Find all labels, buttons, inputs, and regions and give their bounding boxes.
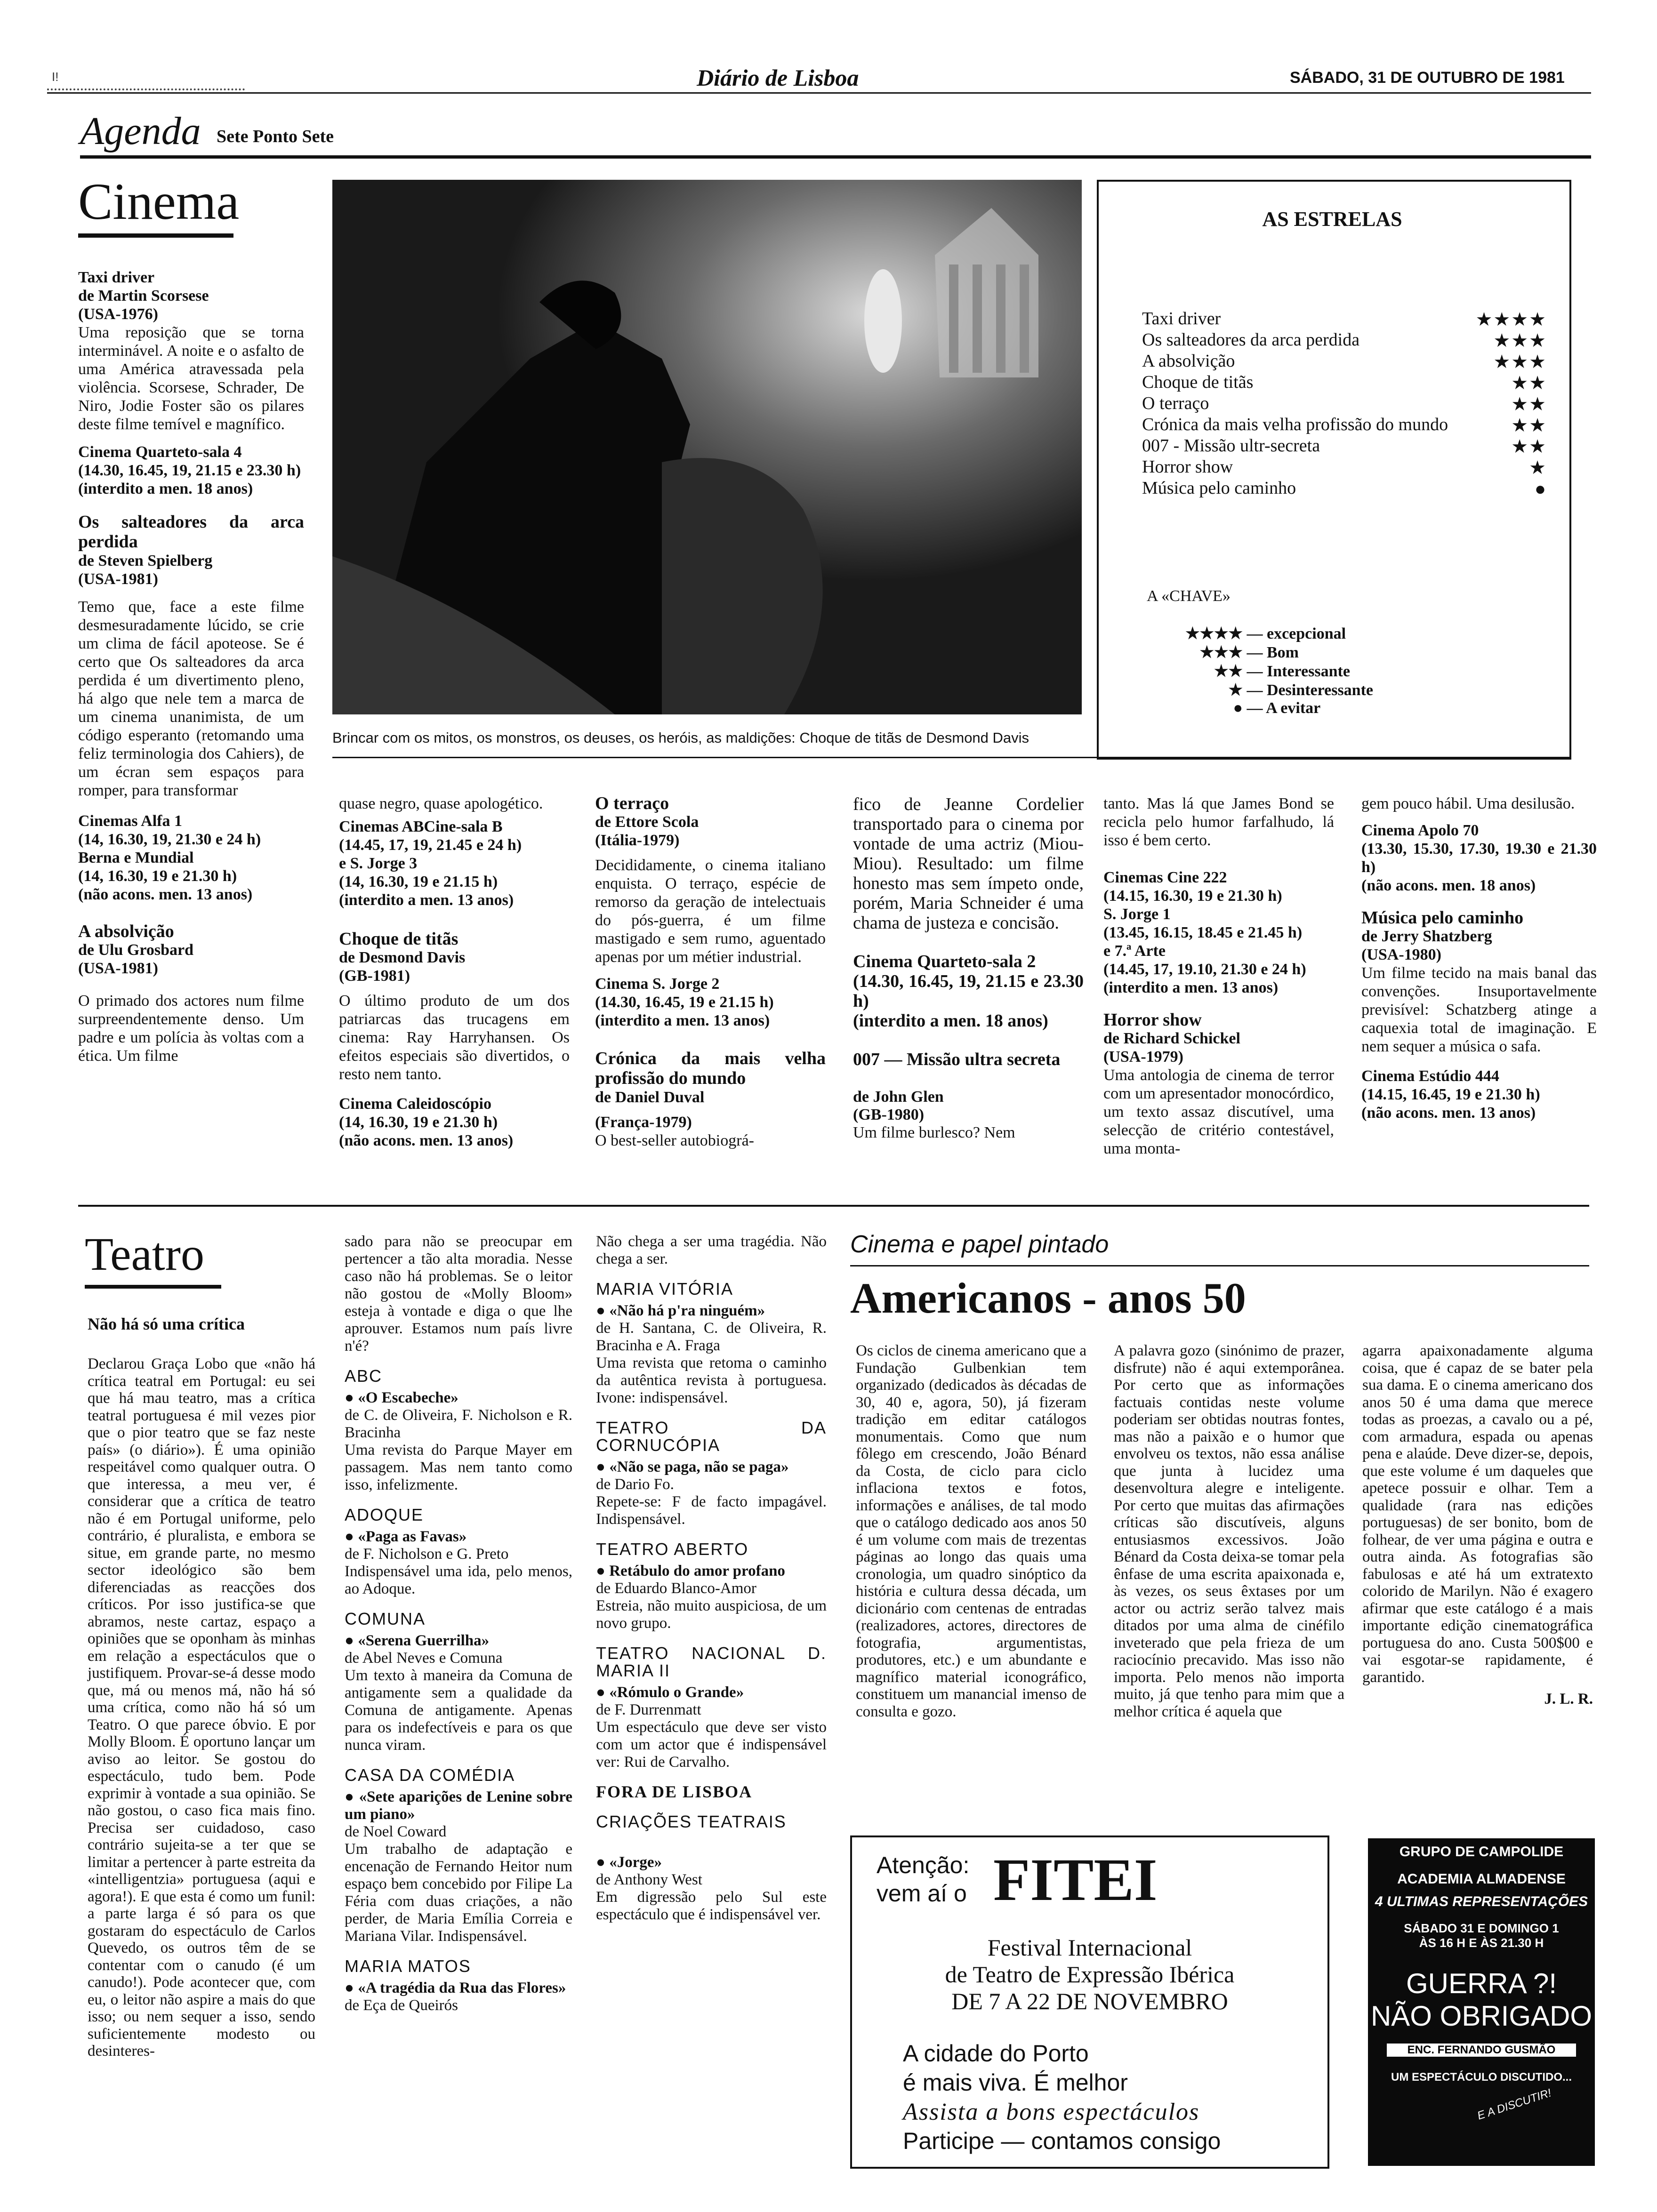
theatre-name: TEATRO DA CORNUCÓPIA	[596, 1418, 827, 1455]
theatre-name: CASA DA COMÉDIA	[345, 1765, 515, 1785]
agenda-rule	[80, 155, 1591, 159]
teatro-column-2	[345, 1233, 572, 2014]
stars-film: Choque de titãs	[1142, 372, 1254, 392]
stars-title: AS ESTRELAS	[1262, 208, 1402, 231]
play-title: ● «Não há p'ra ninguém»	[596, 1302, 827, 1320]
film-director: de John Glen	[853, 1088, 944, 1106]
photo-scene	[332, 180, 1082, 714]
play-review: Uma revista do Parque Mayer em passagem. Mas nem tanto como isso, infelizmente.	[345, 1442, 572, 1493]
age-rating: (interdito a men. 13 anos)	[339, 891, 514, 909]
play-title: ● «Sete aparições de Lenine sobre um piano»	[345, 1788, 572, 1823]
agenda-subtitle: Sete Ponto Sete	[217, 127, 334, 146]
venue: e S. Jorge 3	[339, 855, 418, 872]
venue: Berna e Mundial	[78, 849, 194, 866]
venue-times: (13.45, 16.15, 18.45 e 21.45 h)	[1103, 924, 1303, 941]
photo-caption: Brincar com os mitos, os monstros, os deuses, os heróis, as maldições: Choque de titãs de Desmond Davis	[332, 729, 1030, 746]
age-rating: (não acons. men. 13 anos)	[339, 1132, 514, 1149]
film-review: O best-seller autobiográ-	[595, 1132, 754, 1149]
page-marker: I!	[52, 70, 59, 84]
fitei-vem: vem aí o	[877, 1880, 967, 1907]
play-title: ● «A tragédia da Rua das Flores»	[345, 1980, 572, 1997]
fitei-name: FITEI	[993, 1846, 1158, 1913]
campolide-academia: ACADEMIA ALMADENSE	[1397, 1871, 1566, 1887]
campolide-dias: SÁBADO 31 E DOMINGO 1	[1404, 1921, 1559, 1935]
fitei-line1: Festival Internacional	[987, 1934, 1192, 1961]
play-cast: de Abel Neves e Comuna	[345, 1650, 503, 1667]
stars-film: Música pelo caminho	[1142, 478, 1296, 498]
film-title: Horror show	[1103, 1010, 1202, 1030]
key-symbol: ★★	[1214, 663, 1243, 680]
teatro-column-3	[596, 1233, 827, 1923]
film-origin: (GB-1981)	[339, 967, 410, 985]
film-title: Os salteadores da arca perdida	[78, 512, 304, 552]
article-kicker-rule	[850, 1265, 1589, 1266]
venue-times: (14.15, 16.45, 19 e 21.30 h)	[1361, 1086, 1540, 1103]
age-rating: (interdito a men. 18 anos)	[853, 1011, 1048, 1031]
teatro-editorial-text: sado para não se preocupar em pertencer a tão alta moradia. Nesse caso não há problemas. Se o leitor não gostou de «Molly Bloom» esteja à vontade e diga o que lhe aprouver. Estamos num país livre n'é?	[345, 1233, 572, 1354]
play-cast: de Anthony West	[596, 1871, 702, 1888]
film-director: de Daniel Duval	[595, 1089, 705, 1106]
stars-row	[1142, 435, 1547, 457]
age-rating: (interdito a men. 18 anos)	[78, 480, 253, 497]
film-director: de Jerry Shatzberg	[1361, 928, 1492, 945]
play-title: ● «O Escabeche»	[345, 1389, 572, 1407]
age-rating: (interdito a men. 13 anos)	[595, 1012, 770, 1029]
venue: Cinemas ABCine-sala B	[339, 818, 503, 835]
stars-key	[1149, 624, 1450, 718]
film-origin: (USA-1979)	[1103, 1048, 1183, 1066]
play-cast: de Dario Fo.	[596, 1476, 674, 1493]
stars-row	[1142, 308, 1547, 329]
key-row	[1149, 624, 1450, 643]
play-review: Indispensável uma ida, pelo menos, ao Adoque.	[345, 1563, 572, 1597]
campolide-play-line1: GUERRA ?!	[1406, 1968, 1557, 1999]
key-label: — Bom	[1247, 644, 1299, 661]
article-column-1	[856, 1342, 1086, 1725]
stars-film: Taxi driver	[1142, 309, 1221, 329]
key-label: — excepcional	[1247, 625, 1346, 642]
age-rating: (interdito a men. 13 anos)	[1103, 979, 1279, 996]
venue-times: (13.30, 15.30, 17.30, 19.30 e 21.30 h)	[1361, 840, 1597, 876]
theatre-name: ABC	[345, 1366, 383, 1386]
dotted-rule	[47, 88, 245, 90]
fitei-line5: é mais viva. É melhor	[903, 2069, 1128, 2096]
campolide-ultimas: 4 ULTIMAS REPRESENTAÇÕES	[1375, 1894, 1588, 1909]
fitei-line4: A cidade do Porto	[903, 2040, 1089, 2067]
play-review: Repete-se: F de facto impagável. Indispensável.	[596, 1493, 827, 1528]
film-review: O primado dos actores num filme surpreendentemente denso. Um padre e um polícia às voltas com a ética. Um filme	[78, 992, 304, 1065]
venue: S. Jorge 1	[1103, 906, 1171, 923]
stars-rating: ★★	[1511, 415, 1547, 436]
stars-rating: ★★★★	[1475, 309, 1547, 330]
film-review: Um filme tecido na mais banal das convenções. Insuportavelmente previsível: Schatzberg atinge a caquexia total de imaginação. E nem sequer a música o safa.	[1361, 964, 1597, 1055]
stars-list	[1142, 308, 1547, 499]
age-rating: (não acons. men. 13 anos)	[78, 886, 253, 903]
venue-times: (14, 16.30, 19 e 21.15 h)	[339, 873, 498, 890]
venue: Cinema Caleidoscópio	[339, 1095, 491, 1113]
play-cast: de F. Durrenmatt	[596, 1701, 701, 1718]
stars-film: Os salteadores da arca perdida	[1142, 330, 1360, 350]
play-title: ● «Jorge»	[596, 1854, 827, 1871]
key-row	[1149, 643, 1450, 662]
teatro-editorial-text: Declarou Graça Lobo que «não há crítica teatral em Portugal: eu sei que há mau teatro, mas a crítica teatral portuguesa é mil vezes pior que o pior teatro que se faz neste país» (o diário»). É uma opinião respeitável como qualquer outra. O que interessa, a meu ver, é considerar que a crítica de teatro não é em Portugal uniforme, pelo contrário, é pluralista, e embora se situe, em grande parte, no mesmo sector ideológico são bem diferenciadas as reacções dos críticos. Por isso justifica-se que abramos, neste cartaz, espaço a opiniões que se oponham às minhas em relação a espectáculos que o justifiquem. Provar-se-á desse modo que, má ou menos má, não há só uma crítica, como não há só um Teatro. O que parece óbvio. E por Molly Bloom. É oportuno lançar um aviso ao leitor. Se gostou do espectáculo, tudo bem. Pode exprimir à vontade a sua opinião. Se não gostou, o caso fica mais fino. Precisa ser cuidadoso, caso contrário sujeita-se a ter que se limitar a pertencer à parte estreita da «intelligentzia» portuguesa (aqui e agora!). E que esta é como um funil: a parte larga é só para os que gostaram do espectáculo de Carlos Quevedo, os outros têm de se contentar com o canudo (é um canudo!). Pode acontecer que, com eu, o leitor não aspire a mais do que isso; ou nem sequer a isso, sendo suficientemente modesto ou desinteres-	[88, 1355, 315, 2060]
film-director: de Richard Schickel	[1103, 1030, 1240, 1047]
play-cast: de H. Santana, C. de Oliveira, R. Bracinha e A. Fraga	[596, 1320, 827, 1354]
teatro-heading: Teatro	[85, 1228, 204, 1280]
stars-row	[1142, 478, 1547, 499]
cinema-column-2	[339, 794, 570, 1150]
film-director: de Ulu Grosbard	[78, 941, 193, 959]
film-director: de Steven Spielberg	[78, 552, 213, 569]
play-title: ● «Paga as Favas»	[345, 1528, 572, 1546]
fitei-line7: Participe — contamos consigo	[903, 2128, 1221, 2154]
stars-rating: ★★★	[1493, 351, 1547, 372]
venue-times: (14, 16.30, 19 e 21.30 h)	[78, 867, 237, 885]
campolide-discutir: E A DISCUTIR!	[1475, 2086, 1553, 2123]
stars-row	[1142, 329, 1547, 351]
fitei-attention: Atenção:	[877, 1852, 970, 1878]
theatre-name: TEATRO ABERTO	[596, 1539, 749, 1559]
play-title: ● «Não se paga, não se paga»	[596, 1459, 827, 1476]
film-director: de Martin Scorsese	[78, 287, 209, 305]
cinema-column-6	[1361, 794, 1597, 1122]
play-review: Um espectáculo que deve ser visto com um actor que é indispensável ver: Rui de Carvalho.	[596, 1719, 827, 1771]
venue: Cinema Estúdio 444	[1361, 1067, 1499, 1085]
key-symbol: ●	[1233, 699, 1243, 717]
article-title: Americanos - anos 50	[850, 1274, 1246, 1322]
teatro-heading-underline	[85, 1285, 221, 1289]
film-review: fico de Jeanne Cordelier transportado para o cinema por vontade de uma actriz (Miou-Miou). Resultado: um filme honesto mas sem ímpeto onde, porém, Maria Schneider é uma chama de justeza e concisão.	[853, 794, 1084, 933]
teatro-editorial	[88, 1355, 315, 2065]
theatre-name: COMUNA	[345, 1609, 426, 1628]
film-title: A absolvição	[78, 922, 174, 941]
venue-times: (14.45, 17, 19, 21.45 e 24 h)	[339, 836, 522, 854]
venue-times: (14, 16.30, 19, 21.30 e 24 h)	[78, 831, 261, 848]
play-title: ● Retábulo do amor profano	[596, 1563, 827, 1580]
venue: Cinema Apolo 70	[1361, 822, 1479, 839]
key-label: — Desinteressante	[1247, 681, 1373, 699]
stars-row	[1142, 414, 1547, 435]
play-review: Um texto à maneira da Comuna de antigamente sem a qualidade da Comuna de antigamente. Apenas para os indefectíveis e para os que nunca viram.	[345, 1667, 572, 1754]
film-review: Um filme burlesco? Nem	[853, 1124, 1015, 1141]
article-signature: J. L. R.	[1544, 1691, 1593, 1707]
venue-times: (14, 16.30, 19 e 21.30 h)	[339, 1114, 498, 1131]
fitei-line6: Assista a bons espectáculos	[903, 2099, 1200, 2125]
film-review: Uma antologia de cinema de terror com um apresentador monocórdico, um texto assaz discutível, uma selecção de critério contestável, uma monta-	[1103, 1066, 1334, 1157]
campolide-play-line2: NÃO OBRIGADO	[1370, 2000, 1593, 2032]
age-rating: (não acons. men. 13 anos)	[1361, 1104, 1536, 1122]
stars-film: Horror show	[1142, 457, 1233, 477]
article-text: agarra apaixonadamente alguma coisa, que é capaz de se bater pela sua dama. E o cinema americano dos anos 50 é uma dama que merece todas as proezas, a cavalo ou a pé, com armadura, espada ou apenas pena e alaúde. Deve dizer-se, depois, que este volume é um daqueles que apetece possuir e olhar. Tem a qualidade (rara nas edições portuguesas) de ser bonito, bom de folhear, de ver uma página e outra e outra ainda. As fotografias são fabulosas e até há um extratexto colorido de Marilyn. Não é exagero afirmar que este catálogo é a mais importante edição cinematográfica portuguesa do ano. Custa 500$00 e vai esgotar-se rapidamente, é garantido.	[1362, 1342, 1593, 1686]
play-review: Estreia, não muito auspiciosa, de um novo grupo.	[596, 1597, 827, 1632]
film-origin: (USA-1976)	[78, 305, 158, 323]
stars-rating: ★★	[1511, 372, 1547, 393]
cinema-midrule	[332, 757, 1570, 758]
key-title: A «CHAVE»	[1147, 587, 1231, 605]
venue-times: (14.30, 16.45, 19, 21.15 e 23.30 h)	[853, 971, 1084, 1011]
venue: e 7.ª Arte	[1103, 942, 1166, 960]
cinema-column-5	[1103, 794, 1334, 1162]
campolide-enc: ENC. FERNANDO GUSMÃO	[1387, 2044, 1576, 2057]
theatre-name: TEATRO NACIONAL D. MARIA II	[596, 1643, 827, 1680]
stars-row	[1142, 393, 1547, 414]
article-column-2	[1114, 1342, 1344, 1725]
campolide-disc: UM ESPECTÁCULO DISCUTIDO...	[1391, 2071, 1572, 2084]
stars-row	[1142, 372, 1547, 393]
key-row	[1149, 699, 1450, 718]
venue: Cinemas Alfa 1	[78, 812, 182, 830]
key-row	[1149, 662, 1450, 681]
film-title: Música pelo caminho	[1361, 908, 1524, 928]
film-review: gem pouco hábil. Uma desilusão.	[1361, 795, 1575, 812]
film-review: Decididamente, o cinema italiano enquista. O terraço, espécie de remorso da geração de intelectuais do pós-guerra, é um filme mastigado e sem rumo, aguentado apenas por um métier industrial.	[595, 857, 826, 966]
article-column-3	[1362, 1342, 1593, 1708]
campolide-horas: ÀS 16 H E ÀS 21.30 H	[1419, 1936, 1544, 1950]
venue: Cinema Quarteto-sala 2	[853, 952, 1036, 971]
section-divider	[78, 1205, 1589, 1207]
stars-row	[1142, 351, 1547, 372]
play-title: ● «Rómulo o Grande»	[596, 1684, 827, 1701]
film-origin: (Itália-1979)	[595, 832, 680, 849]
fitei-ad	[850, 1835, 1329, 2169]
teatro-editorial-text: Não chega a ser uma tragédia. Não chega a ser.	[596, 1233, 827, 1267]
film-title: Taxi driver	[78, 269, 155, 286]
stars-film: A absolvição	[1142, 351, 1235, 371]
key-label: — A evitar	[1247, 699, 1321, 717]
film-review: quase negro, quase apologético.	[339, 795, 543, 812]
film-review: tanto. Mas lá que James Bond se recicla pelo humor farfalhudo, lá isso é bem certo.	[1103, 795, 1334, 849]
stars-rating: ★★	[1511, 436, 1547, 457]
cinema-heading: Cinema	[78, 173, 240, 230]
stars-rating: ★★	[1511, 393, 1547, 415]
film-review: Temo que, face a este filme desmesuradamente lúcido, se crie um clima de fácil apoteose. Se é certo que Os salteadores da arca perdida é um divertimento pleno, há algo que nele tem a marca de um cinema unanimista, de um código esperanto (retomando uma feliz terminologia dos Cahiers), de um écran sem espaços para romper, para transformar	[78, 598, 304, 799]
cinema-column-4	[853, 794, 1084, 1146]
film-review: Uma reposição que se torna interminável. A noite e o asfalto de uma América atravessada pela violência. Scorsese, Schrader, De Niro, Jodie Foster são os pilares deste filme temível e magnífico.	[78, 324, 304, 433]
venue-times: (14.15, 16.30, 19 e 21.30 h)	[1103, 887, 1282, 905]
theatre-name: MARIA VITÓRIA	[596, 1279, 734, 1298]
film-director: de Desmond Davis	[339, 949, 466, 966]
stars-film: Crónica da mais velha profissão do mundo	[1142, 415, 1448, 434]
theatre-name: MARIA MATOS	[345, 1956, 471, 1976]
film-origin: (USA-1981)	[78, 570, 158, 588]
agenda-title: Agenda	[80, 109, 201, 153]
campolide-ad	[1368, 1838, 1595, 2166]
film-title: O terraço	[595, 793, 669, 813]
film-origin: (França-1979)	[595, 1114, 692, 1131]
play-review: Em digressão pelo Sul este espectáculo que é indispensável ver.	[596, 1889, 827, 1923]
stars-rating: ●	[1534, 478, 1547, 499]
play-cast: de Eduardo Blanco-Amor	[596, 1580, 756, 1597]
article-kicker: Cinema e papel pintado	[850, 1231, 1109, 1258]
teatro-subhead: Não há só uma crítica	[88, 1314, 245, 1333]
masthead-paper: Diário de Lisboa	[697, 64, 859, 91]
criacoes-teatrais: CRIAÇÕES TEATRAIS	[596, 1812, 787, 1831]
film-review: O último produto de um dos patriarcas das trucagens em cinema: Ray Harryhansen. Os efeitos especiais são divertidos, o resto nem tanto.	[339, 992, 570, 1083]
film-title: 007 — Missão ultra secreta	[853, 1050, 1061, 1069]
stars-rating: ★★★	[1493, 330, 1547, 351]
play-cast: de Eça de Queirós	[345, 1997, 458, 2014]
key-label: — Interessante	[1247, 663, 1350, 680]
play-cast: de Noel Coward	[345, 1823, 447, 1840]
film-title: Crónica da mais velha profissão do mundo	[595, 1049, 826, 1088]
key-symbol: ★★★★	[1185, 625, 1243, 642]
key-symbol: ★	[1228, 681, 1243, 699]
venue-times: (14.45, 17, 19.10, 21.30 e 24 h)	[1103, 961, 1306, 978]
stars-rating: ★	[1529, 457, 1547, 478]
film-title: Choque de titãs	[339, 929, 458, 949]
fitei-line2: de Teatro de Expressão Ibérica	[945, 1961, 1235, 1988]
play-title: ● «Serena Guerrilha»	[345, 1632, 572, 1650]
play-cast: de C. de Oliveira, F. Nicholson e R. Bracinha	[345, 1407, 572, 1441]
film-director: de Ettore Scola	[595, 813, 699, 831]
stars-film: O terraço	[1142, 393, 1209, 413]
cinema-column-3	[595, 794, 826, 1154]
venue: Cinema S. Jorge 2	[595, 975, 720, 993]
play-review: Uma revista que retoma o caminho da autêntica revista à portuguesa. Ivone: indispensável.	[596, 1354, 827, 1406]
age-rating: (não acons. men. 18 anos)	[1361, 877, 1536, 894]
stars-film: 007 - Missão ultr-secreta	[1142, 436, 1320, 456]
venue: Cinema Quarteto-sala 4	[78, 443, 242, 461]
masthead-rule	[47, 92, 1591, 94]
venue-times: (14.30, 16.45, 19, 21.15 e 23.30 h)	[78, 462, 301, 479]
fitei-line3: DE 7 A 22 DE NOVEMBRO	[951, 1988, 1228, 2014]
article-text: A palavra gozo (sinónimo de prazer, disfrute) não é aqui extemporânea. Por certo que as informações factuais contidas neste volume poderiam ser obtidas noutras fontes, mas não a paixão e o humor que envolveu os textos, não essa análise que junta à lucidez uma desenvoltura alegre e inteligente. Por certo que muitas das afirmações críticas são discutíveis, alguns entusiasmos excessivos. João Bénard da Costa deixa-se tomar pela ênfase de uma escrita apaixonada e, às vezes, os seus êxtases por um actor ou actriz serão talvez mais ditados por uma alma de cinéfilo inveterado que pela frieza de um raciocínio precavido. Mas isso não importa. Pelo menos não importa muito, já que tenho para mim que a melhor crítica é aquela que	[1114, 1342, 1344, 1720]
fora-de-lisboa: FORA DE LISBOA	[596, 1782, 753, 1801]
play-review: Um trabalho de adaptação e encenação de Fernando Heitor num espaço bem concebido por Filipe La Féria com duas criações, a não perder, de Maria Emília Correia e Mariana Vilar. Indispensável.	[345, 1841, 572, 1945]
play-cast: de F. Nicholson e G. Preto	[345, 1546, 509, 1563]
key-row	[1149, 681, 1450, 699]
film-origin: (USA-1980)	[1361, 946, 1441, 963]
film-origin: (GB-1980)	[853, 1106, 925, 1123]
venue-times: (14.30, 16.45, 19 e 21.15 h)	[595, 994, 774, 1011]
key-symbol: ★★★	[1199, 644, 1243, 661]
theatre-name: ADOQUE	[345, 1505, 424, 1524]
venue: Cinemas Cine 222	[1103, 869, 1227, 886]
cinema-heading-underline	[78, 233, 233, 238]
film-still-photo	[332, 180, 1082, 714]
cinema-column-1	[78, 268, 304, 1070]
campolide-group: GRUPO DE CAMPOLIDE	[1399, 1844, 1564, 1859]
masthead-date: SÁBADO, 31 DE OUTUBRO DE 1981	[1290, 69, 1565, 87]
film-origin: (USA-1981)	[78, 960, 158, 977]
stars-row	[1142, 457, 1547, 478]
article-text: Os ciclos de cinema americano que a Fundação Gulbenkian tem organizado (dedicados às décadas de 30, 40 e, agora, 50), já fizeram tradição em editar catálogos monumentais. Como que num fôlego em crescendo, João Bénard da Costa, de ciclo para ciclo inflaciona textos e fotos, informações e análises, de tal modo que o catálogo dedicado aos anos 50 é um volume com mais de trezentas páginas ao longo das quais uma cronologia, um quadro sinóptico da história e cultura dessa década, um dicionário com centenas de entradas (realizadores, actores, directores de fotografia, argumentistas, produtores, etc.) e um abundante e magnífico material iconográfico, constituem um manancial imenso de consulta e gozo.	[856, 1342, 1086, 1720]
